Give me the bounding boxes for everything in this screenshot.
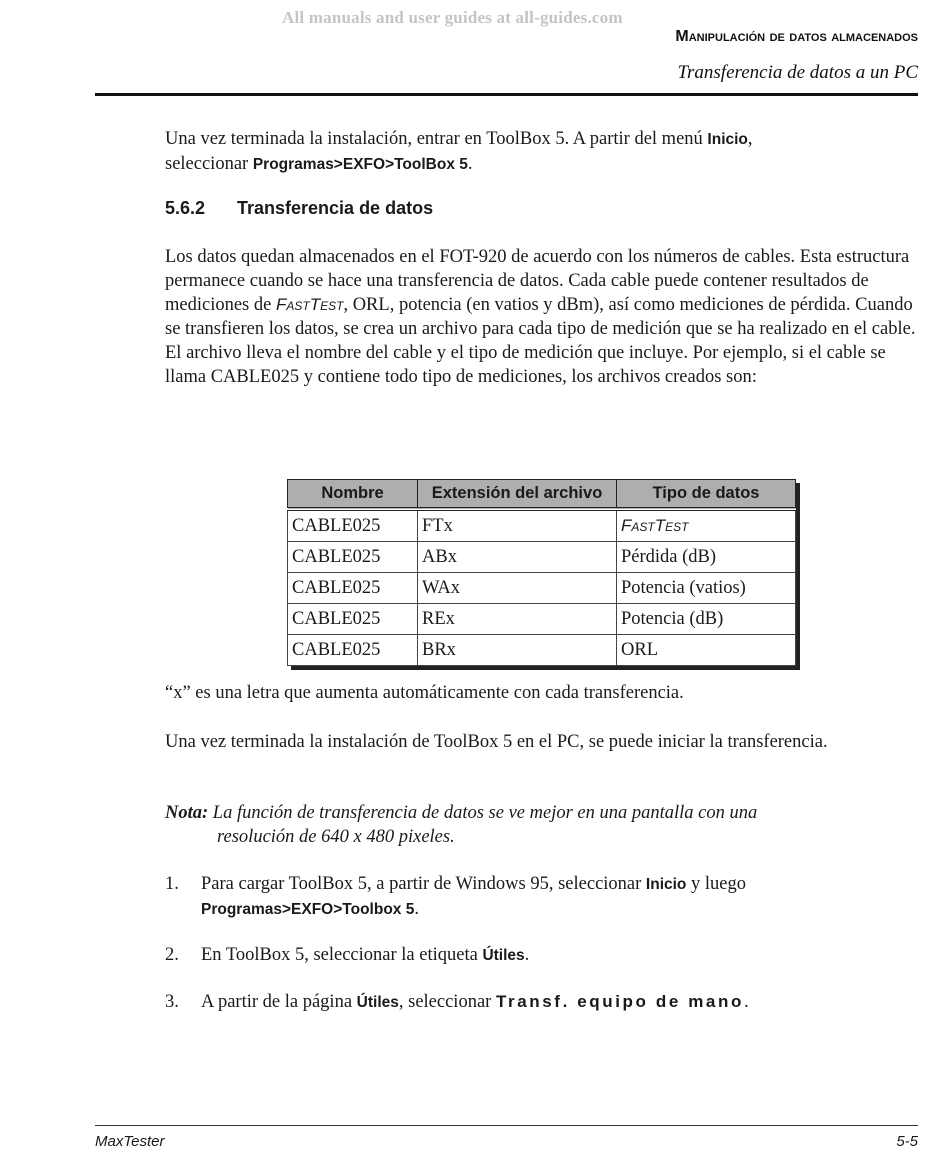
section-number: 5.6.2: [165, 198, 206, 218]
cell-extension: ABx: [418, 542, 617, 573]
step-text: Para cargar ToolBox 5, a partir de Windows 95, seleccionar Inicio y luego Programas>EXFO>Toolbox 5.: [201, 874, 747, 919]
table-row: [288, 604, 796, 635]
tab-utiles: Útiles: [482, 947, 525, 964]
step-text: A partir de la página Útiles, seleccionar Transf. equipo de mano.: [201, 992, 749, 1012]
step-number: 1.: [165, 874, 179, 894]
section-heading-title: Transferencia de datos: [237, 198, 434, 218]
watermark: All manuals and user guides at all-guides.com: [282, 8, 623, 27]
brand-fastest: FastTest: [621, 515, 689, 535]
step-number: 3.: [165, 992, 179, 1012]
menu-path: Programas>EXFO>ToolBox 5: [252, 156, 468, 173]
cell-name: CABLE025: [288, 509, 418, 542]
cell-name: CABLE025: [288, 573, 418, 604]
cell-type: [617, 509, 796, 542]
table-row: [288, 542, 796, 573]
step-number: 2.: [165, 945, 179, 965]
footer-product: MaxTester: [95, 1133, 165, 1150]
cell-type: Pérdida (dB): [617, 542, 796, 573]
header-nombre: Nombre: [288, 480, 418, 510]
cell-extension: FTx: [418, 509, 617, 542]
table-row: [288, 509, 796, 542]
after-install-paragraph: Una vez terminada la instalación de ToolBox 5 en el PC, se puede iniciar la transferencia.: [165, 732, 828, 752]
x-explanation: “x” es una letra que aumenta automáticamente con cada transferencia.: [165, 683, 684, 703]
section-heading: [165, 198, 433, 219]
table-row: [288, 635, 796, 666]
cell-extension: REx: [418, 604, 617, 635]
menu-inicio: Inicio: [707, 131, 748, 148]
file-types-table: [287, 479, 796, 666]
header-tipo: Tipo de datos: [617, 480, 796, 510]
transfer-command: Transf. equipo de mano: [495, 992, 744, 1011]
cell-name: CABLE025: [288, 604, 418, 635]
header-rule: [95, 93, 918, 96]
table-row: [288, 573, 796, 604]
cell-name: CABLE025: [288, 542, 418, 573]
cell-type: Potencia (vatios): [617, 573, 796, 604]
header-extension: Extensión del archivo: [418, 480, 617, 510]
step-text: En ToolBox 5, seleccionar la etiqueta Útiles.: [201, 945, 530, 965]
note: [165, 801, 905, 849]
body-paragraph: Los datos quedan almacenados en el FOT-920 de acuerdo con los números de cables. Esta estructura permanece cuando se hace una transferencia de datos. Cada cable puede contener resultados de mediciones de FastTest, ORL, potencia (en vatios y dBm), así como mediciones de pérdida. Cuando se transfieren los datos, se crea un archivo para cada tipo de medición que se ha realizado en el cable. El archivo lleva el nombre del cable y el tipo de medición que incluye. Por ejemplo, si el cable se llama CABLE025 y contiene todo tipo de mediciones, los archivos creados son:: [165, 247, 916, 387]
brand-fastest: FastTest: [275, 295, 344, 314]
note-line-1: La función de transferencia de datos se ve mejor en una pantalla con una: [208, 803, 758, 823]
menu-path: Programas>EXFO>Toolbox 5: [201, 901, 415, 918]
chapter-title: Manipulación de datos almacenados: [675, 28, 918, 45]
cell-type: Potencia (dB): [617, 604, 796, 635]
table-header-row: [288, 480, 796, 510]
footer-rule: [95, 1125, 918, 1126]
cell-extension: WAx: [418, 573, 617, 604]
cell-name: CABLE025: [288, 635, 418, 666]
intro-paragraph: Una vez terminada la instalación, entrar en ToolBox 5. A partir del menú Inicio, seleccionar Programas>EXFO>ToolBox 5.: [165, 129, 753, 174]
section-title: Transferencia de datos a un PC: [677, 62, 918, 83]
cell-extension: BRx: [418, 635, 617, 666]
cell-type: ORL: [617, 635, 796, 666]
menu-inicio: Inicio: [645, 876, 687, 893]
note-label: Nota:: [165, 803, 209, 823]
note-line-2: resolución de 640 x 480 pixeles.: [217, 827, 455, 847]
page-utiles: Útiles: [356, 994, 399, 1011]
page-number: 5-5: [896, 1133, 918, 1150]
